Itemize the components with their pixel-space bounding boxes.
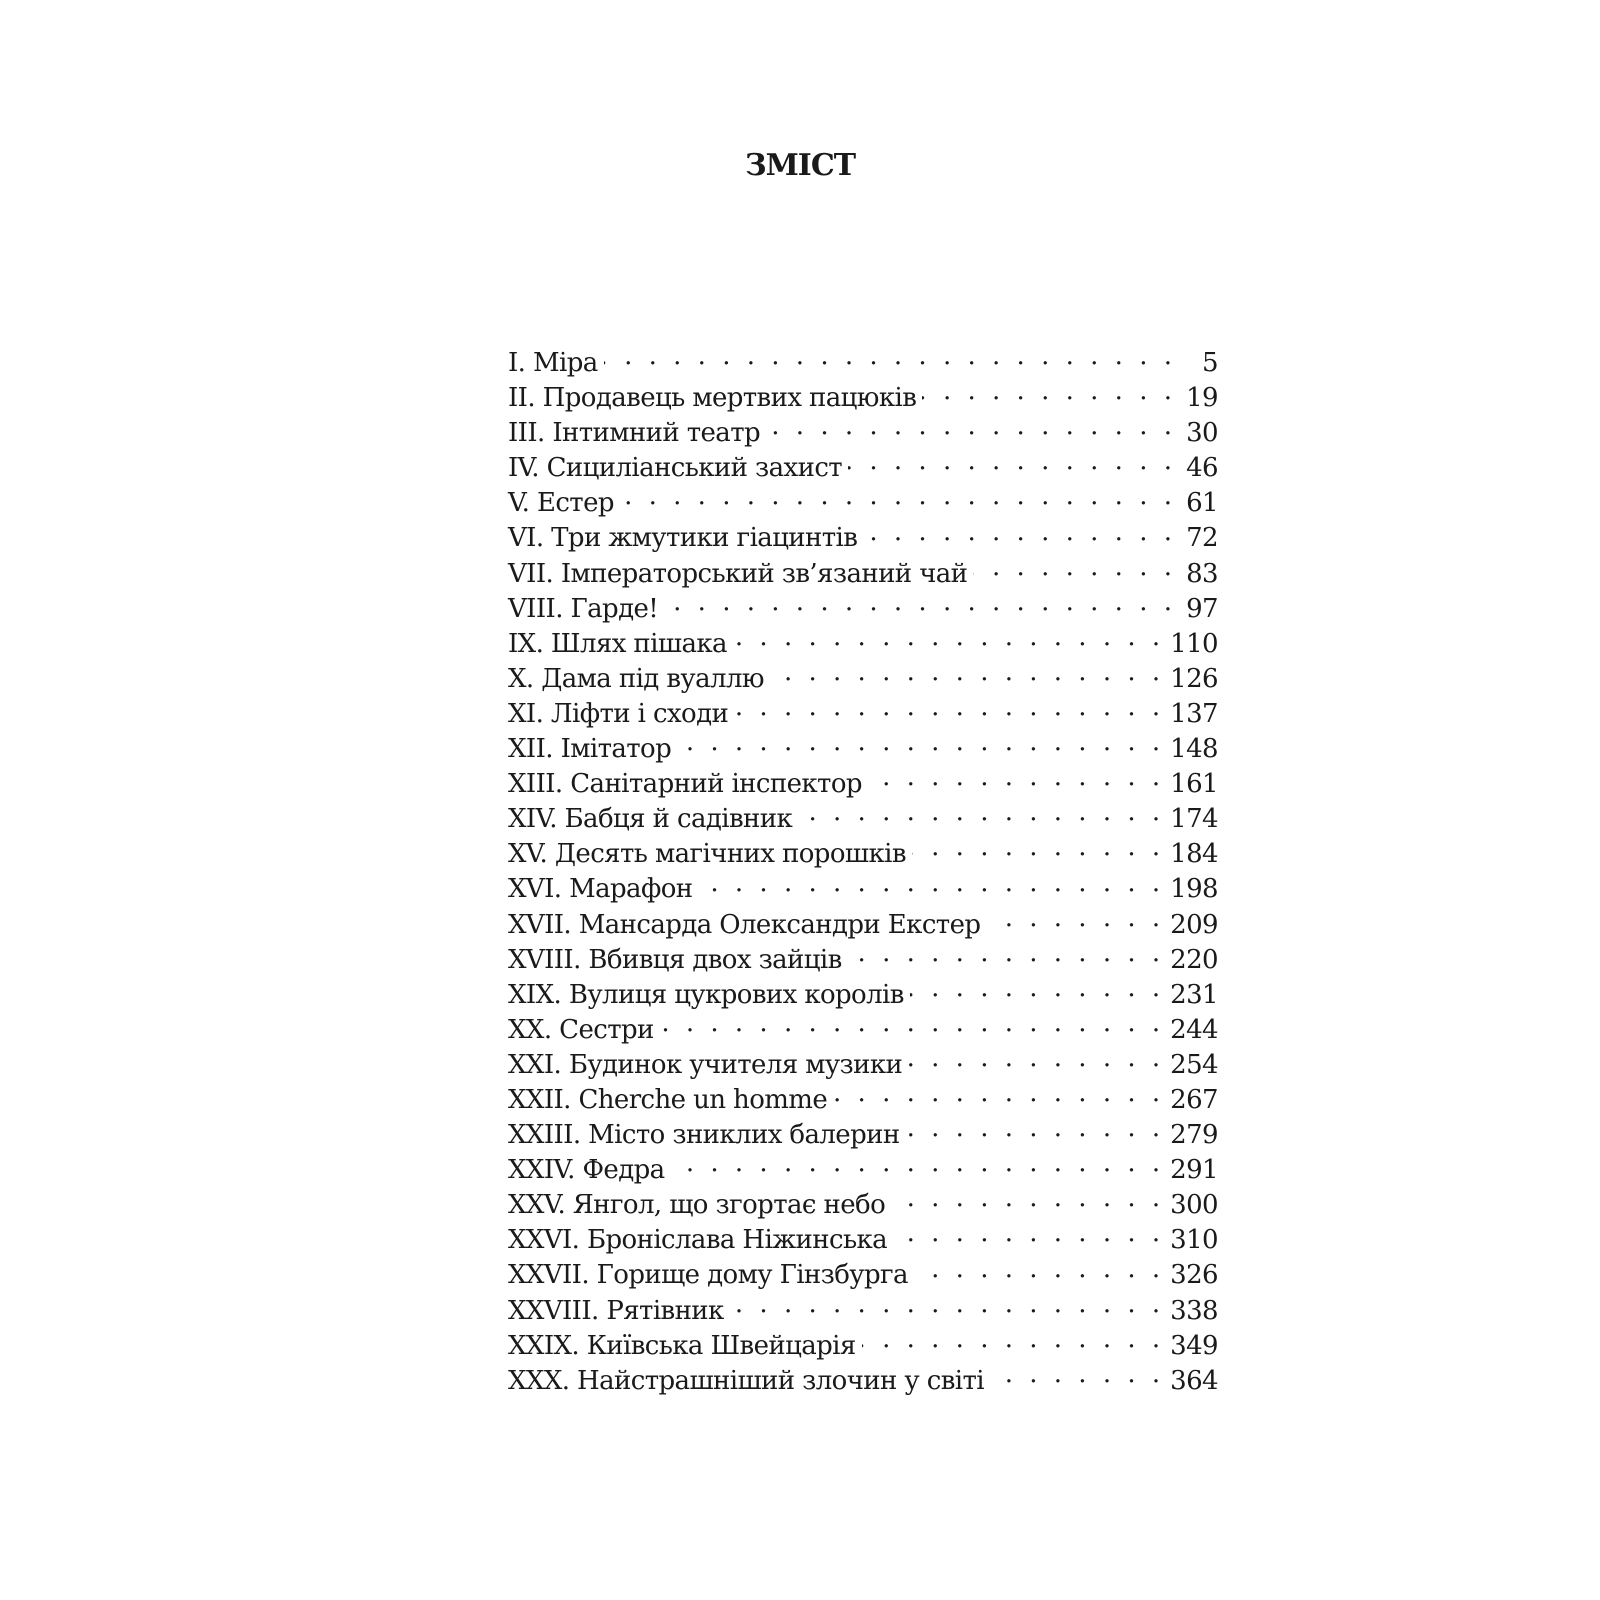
- toc-entry: [508, 520, 1218, 555]
- toc-entry: [508, 1222, 1218, 1257]
- toc-entry-title: XXV. Янгол, що згортає небо: [508, 1190, 891, 1220]
- toc-entry: [508, 696, 1218, 731]
- dot-leader: [848, 450, 1176, 476]
- toc-entry: [508, 801, 1218, 836]
- toc-entry-page-number: 184: [1164, 839, 1218, 869]
- toc-entry-title: IX. Шлях пішака: [508, 629, 733, 659]
- toc-entry-page-number: 279: [1164, 1120, 1218, 1150]
- dot-leader: [893, 1222, 1164, 1248]
- toc-entry: [508, 731, 1218, 766]
- toc-entry-title: XVIII. Вбивця двох зайців: [508, 945, 848, 975]
- toc-entry-page-number: 349: [1164, 1331, 1218, 1361]
- toc-entry-page-number: 72: [1176, 523, 1218, 553]
- toc-entry-title: XVI. Марафон: [508, 874, 699, 904]
- dot-leader: [990, 1363, 1164, 1389]
- toc-entry-page-number: 300: [1164, 1190, 1218, 1220]
- toc-entry-page-number: 338: [1164, 1296, 1218, 1326]
- page-title: ЗМІСТ: [744, 148, 856, 183]
- toc-entry-title: XXII. Cherche un homme: [508, 1085, 833, 1115]
- dot-leader: [660, 1012, 1164, 1038]
- toc-entry-title: V. Естер: [508, 488, 620, 518]
- toc-entry-page-number: 220: [1164, 945, 1218, 975]
- toc-entry: [508, 485, 1218, 520]
- toc-entry-page-number: 30: [1176, 418, 1218, 448]
- toc-entry-page-number: 310: [1164, 1225, 1218, 1255]
- dot-leader: [770, 661, 1164, 687]
- toc-entry-title: I. Міра: [508, 348, 604, 378]
- toc-entry: [508, 1047, 1218, 1082]
- toc-entry: [508, 626, 1218, 661]
- dot-leader: [733, 626, 1164, 652]
- toc-entry: [508, 1257, 1218, 1292]
- toc-entry-title: XXIV. Федра: [508, 1155, 671, 1185]
- toc-entry: [508, 977, 1218, 1012]
- toc-entry: [508, 836, 1218, 871]
- dot-leader: [912, 836, 1164, 862]
- dot-leader: [620, 485, 1176, 511]
- toc-entry-title: XXIX. Київська Швейцарія: [508, 1331, 862, 1361]
- toc-entry-page-number: 161: [1164, 769, 1218, 799]
- dot-leader: [699, 871, 1165, 897]
- dot-leader: [973, 556, 1176, 582]
- toc-entry-page-number: 231: [1164, 980, 1218, 1010]
- toc-entry-page-number: 137: [1164, 699, 1218, 729]
- toc-entry-page-number: 110: [1164, 629, 1218, 659]
- dot-leader: [986, 907, 1164, 933]
- toc-entry-page-number: 291: [1164, 1155, 1218, 1185]
- toc-entry-title: XI. Ліфти і сходи: [508, 699, 734, 729]
- toc-entry-title: VIII. Гарде!: [508, 594, 664, 624]
- toc-entry-title: XIX. Вулиця цукрових королів: [508, 980, 910, 1010]
- dot-leader: [677, 731, 1164, 757]
- toc-entry: [508, 556, 1218, 591]
- toc-entry-title: XII. Імітатор: [508, 734, 677, 764]
- toc-entry-title: XVII. Мансарда Олександри Екстер: [508, 910, 986, 940]
- toc-entry-title: II. Продавець мертвих пацюків: [508, 383, 922, 413]
- toc-entry-title: XXI. Будинок учителя музики: [508, 1050, 908, 1080]
- toc-entry: [508, 661, 1218, 696]
- toc-entry-title: XX. Сестри: [508, 1015, 660, 1045]
- toc-entry: [508, 907, 1218, 942]
- toc-entry-title: XXIII. Місто зниклих балерин: [508, 1120, 906, 1150]
- dot-leader: [868, 766, 1164, 792]
- dot-leader: [906, 1117, 1165, 1143]
- toc-entry-page-number: 19: [1176, 383, 1218, 413]
- toc-entry-page-number: 97: [1176, 594, 1218, 624]
- dot-leader: [914, 1257, 1164, 1283]
- toc-entry: [508, 942, 1218, 977]
- dot-leader: [671, 1152, 1165, 1178]
- toc-entry-title: XIII. Санітарний інспектор: [508, 769, 868, 799]
- toc-entry: [508, 1012, 1218, 1047]
- dot-leader: [766, 415, 1176, 441]
- toc-entry-title: XIV. Бабця й садівник: [508, 804, 798, 834]
- toc-entry-title: XXVIII. Рятівник: [508, 1296, 730, 1326]
- toc-entry-title: VII. Імператорський зв’язаний чай: [508, 559, 973, 589]
- dot-leader: [664, 591, 1176, 617]
- toc-entry: [508, 871, 1218, 906]
- toc-entry-page-number: 174: [1164, 804, 1218, 834]
- dot-leader: [910, 977, 1164, 1003]
- dot-leader: [734, 696, 1164, 722]
- toc-entry-title: XV. Десять магічних порошків: [508, 839, 912, 869]
- toc-entry: [508, 591, 1218, 626]
- dot-leader: [891, 1187, 1164, 1213]
- dot-leader: [833, 1082, 1164, 1108]
- toc-entry-page-number: 148: [1164, 734, 1218, 764]
- toc-entry-page-number: 126: [1164, 664, 1218, 694]
- toc-entry: [508, 1152, 1218, 1187]
- toc-entry: [508, 1117, 1218, 1152]
- toc-entry-page-number: 209: [1164, 910, 1218, 940]
- toc-entry: [508, 380, 1218, 415]
- dot-leader: [922, 380, 1176, 406]
- toc-entry-title: IV. Сициліанський захист: [508, 453, 848, 483]
- toc-entry: [508, 415, 1218, 450]
- toc-entry-page-number: 244: [1164, 1015, 1218, 1045]
- toc-entry: [508, 1187, 1218, 1222]
- toc-entry-page-number: 61: [1176, 488, 1218, 518]
- toc-entry-page-number: 267: [1164, 1085, 1218, 1115]
- toc-entry: [508, 345, 1218, 380]
- dot-leader: [848, 942, 1165, 968]
- dot-leader: [908, 1047, 1164, 1073]
- toc-entry-page-number: 198: [1164, 874, 1218, 904]
- toc-entry-page-number: 83: [1176, 559, 1218, 589]
- toc-entry-title: VI. Три жмутики гіацинтів: [508, 523, 863, 553]
- toc-entry-page-number: 254: [1164, 1050, 1218, 1080]
- toc-entry-title: X. Дама під вуаллю: [508, 664, 770, 694]
- toc-entry: [508, 766, 1218, 801]
- dot-leader: [863, 520, 1176, 546]
- toc-entry-title: XXVII. Горище дому Гінзбурга: [508, 1260, 914, 1290]
- toc-entry: [508, 450, 1218, 485]
- toc-entry-page-number: 5: [1176, 348, 1218, 378]
- toc-entry: [508, 1363, 1218, 1398]
- toc-entry: [508, 1293, 1218, 1328]
- toc-entry-page-number: 326: [1164, 1260, 1218, 1290]
- toc-entry-title: XXX. Найстрашніший злочин у світі: [508, 1366, 990, 1396]
- toc-entry-page-number: 364: [1164, 1366, 1218, 1396]
- table-of-contents: [508, 345, 1218, 1398]
- dot-leader: [730, 1293, 1164, 1319]
- toc-entry-page-number: 46: [1176, 453, 1218, 483]
- dot-leader: [862, 1328, 1165, 1354]
- toc-entry-title: III. Інтимний театр: [508, 418, 766, 448]
- dot-leader: [604, 345, 1176, 371]
- toc-entry: [508, 1082, 1218, 1117]
- toc-entry-title: XXVI. Броніслава Ніжинська: [508, 1225, 893, 1255]
- toc-entry: [508, 1328, 1218, 1363]
- dot-leader: [798, 801, 1164, 827]
